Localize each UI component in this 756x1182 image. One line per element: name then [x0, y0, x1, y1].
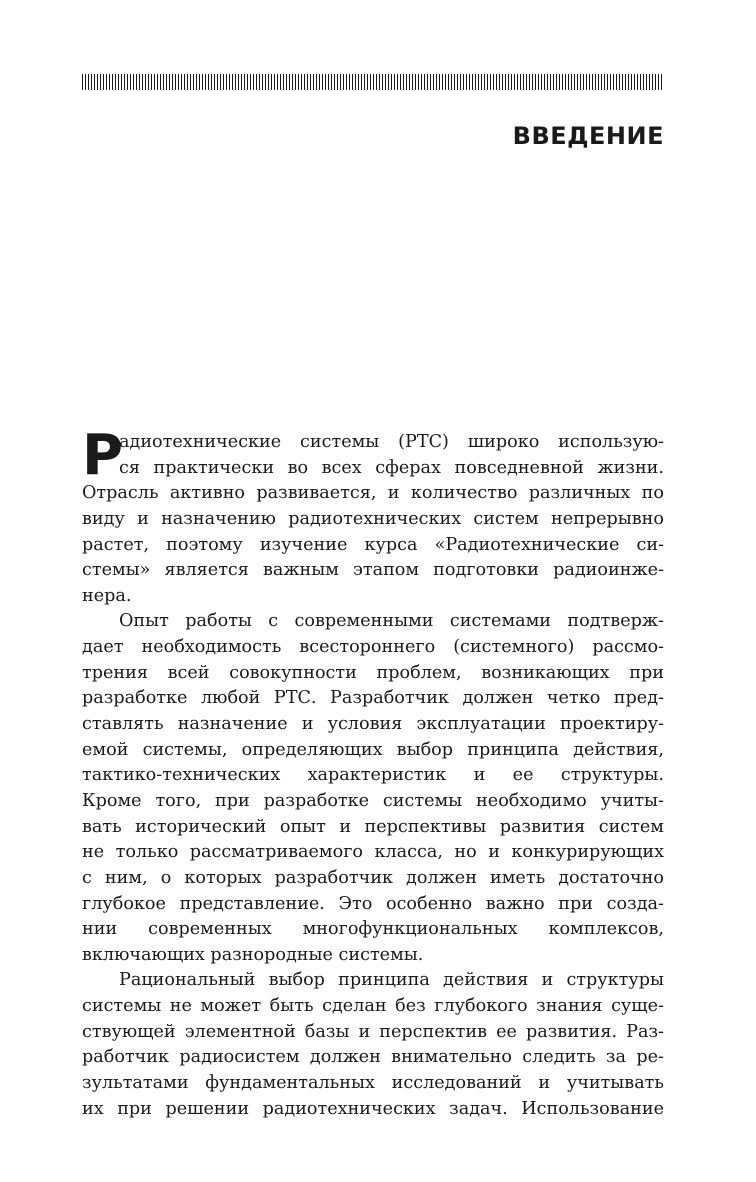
decorative-header-rule: [82, 74, 664, 90]
paragraph-line: вать исторический опыт и перспективы развития систем: [82, 816, 664, 837]
paragraph-line: ся практически во всех сферах повседневной жизни.: [119, 457, 664, 478]
line-text: адиотехнические системы (РТС) широко использую-: [119, 432, 664, 452]
paragraph-line: Отрасль активно развивается, и количество различных по: [82, 483, 664, 504]
paragraph-line: ставлять назначение и условия эксплуатации проектиру-: [82, 714, 664, 735]
paragraph-line: не только рассматриваемого класса, но и конкурирующих: [82, 842, 664, 863]
drop-cap: Р: [82, 423, 124, 488]
paragraph-line: глубокое представление. Это особенно важно при созда-: [82, 893, 664, 914]
paragraph-line: ствующей элементной базы и перспектив ее развития. Раз-: [82, 1021, 664, 1042]
paragraph-line: дает необходимость всестороннего (системного) рассмо-: [82, 637, 664, 658]
paragraph-line: стемы» является важным этапом подготовки радиоинже-: [82, 560, 664, 581]
paragraph-line: растет, поэтому изучение курса «Радиотехнические си-: [82, 534, 664, 555]
paragraph-line: трения всей совокупности проблем, возникающих при: [82, 662, 664, 683]
paragraph-line: Рациональный выбор принципа действия и структуры: [119, 970, 664, 991]
paragraph-line: виду и назначению радиотехнических систем непрерывно: [82, 508, 664, 529]
paragraph-line: тактико-технических характеристик и ее структуры.: [82, 765, 664, 786]
chapter-title: ВВЕДЕНИЕ: [512, 122, 664, 150]
paragraph-line: нера.: [82, 585, 132, 606]
paragraph-1: [82, 423, 664, 609]
paragraph-line: с ним, о которых разработчик должен иметь достаточно: [82, 867, 664, 888]
paragraph-line: работчик радиосистем должен внимательно следить за ре-: [82, 1047, 664, 1068]
paragraph-2: [82, 609, 664, 968]
paragraph-line: емой системы, определяющих выбор принципа действия,: [82, 739, 664, 760]
paragraph-line: их при решении радиотехнических задач. Использование: [82, 1098, 664, 1119]
paragraph-line: разработке любой РТС. Разработчик должен четко пред-: [82, 688, 664, 709]
paragraph-line: системы не может быть сделан без глубокого знания суще-: [82, 996, 664, 1017]
paragraph-line: зультатами фундаментальных исследований и учитывать: [82, 1073, 664, 1094]
paragraph-line: нии современных многофункциональных комплексов,: [82, 919, 664, 940]
paragraph-line: включающих разнородные системы.: [82, 944, 424, 965]
body-text: [82, 423, 664, 1122]
paragraph-line: Кроме того, при разработке системы необходимо учиты-: [82, 790, 664, 811]
paragraph-3: [82, 968, 664, 1122]
paragraph-line: Опыт работы с современными системами подтверж-: [119, 611, 664, 632]
